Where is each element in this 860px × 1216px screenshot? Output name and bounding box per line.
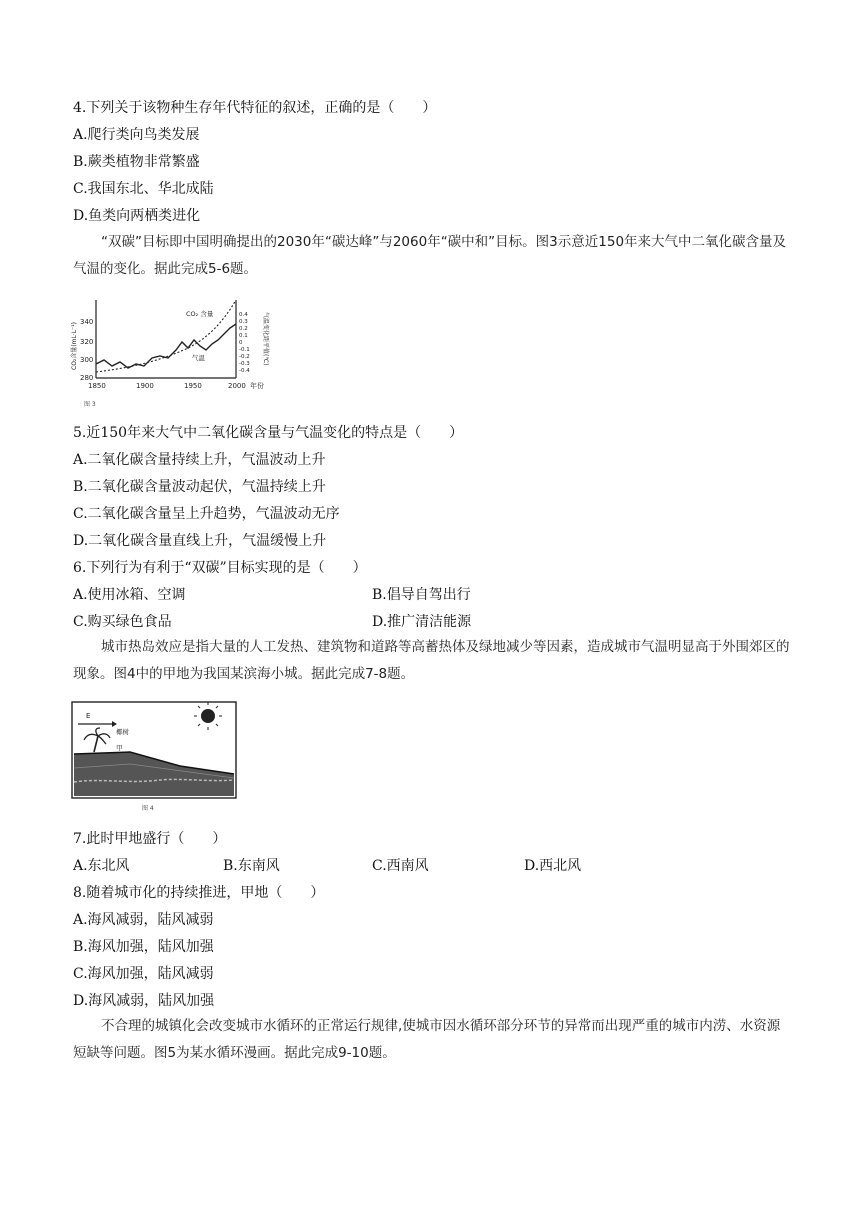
y-right-tick-7: -0.2 <box>239 354 250 360</box>
co2-series-label: CO₂ 含量 <box>186 310 214 318</box>
figure-3 <box>68 292 278 414</box>
y-right-tick-2: 0.3 <box>239 319 248 325</box>
passage-double-carbon: “双碳”目标即中国明确提出的2030年“碳达峰”与2060年“碳中和”目标。图3示意近150年来大气中二氧化碳含量及气温的变化。据此完成5-6题。 <box>73 234 787 277</box>
question-6-option-d[interactable]: D.推广清洁能源 <box>372 614 472 630</box>
question-5-option-c[interactable]: C.二氧化碳含量呈上升趋势，气温波动无序 <box>73 506 340 522</box>
y-left-tick-320: 320 <box>80 338 94 346</box>
question-8-option-a[interactable]: A.海风减弱，陆风减弱 <box>73 912 214 928</box>
question-7-stem: 7.此时甲地盛行（ ） <box>73 831 227 847</box>
x-tick-1850: 1850 <box>88 382 106 390</box>
y-right-axis-label: 气温变化距平值(℃) <box>262 312 269 366</box>
question-7-option-a[interactable]: A.东北风 <box>73 858 130 874</box>
temperature-series-label: 气温 <box>192 354 205 362</box>
question-5-stem: 5.近150年来大气中二氧化碳含量与气温变化的特点是（ ） <box>73 425 464 441</box>
question-8-option-d[interactable]: D.海风减弱，陆风加强 <box>73 993 215 1009</box>
palm-tree-label: 椰树 <box>116 728 129 736</box>
x-tick-2000: 2000 <box>228 382 246 390</box>
question-7-option-c[interactable]: C.西南风 <box>372 858 429 874</box>
question-6-stem: 6.下列行为有利于“双碳”目标实现的是（ ） <box>73 560 367 576</box>
question-8-option-c[interactable]: C.海风加强，陆风减弱 <box>73 966 214 982</box>
x-tick-1900: 1900 <box>136 382 154 390</box>
y-right-tick-9: -0.4 <box>239 368 250 374</box>
question-5-option-b[interactable]: B.二氧化碳含量波动起伏，气温持续上升 <box>73 479 326 495</box>
passage-heat-island: 城市热岛效应是指大量的人工发热、建筑物和道路等高蓄热体及绿地减少等因素，造成城市气温明显高于外围郊区的现象。图4中的甲地为我国某滨海小城。据此完成7-8题。 <box>73 639 790 682</box>
y-left-tick-280: 280 <box>80 374 94 382</box>
place-jia-label: 甲 <box>116 744 123 752</box>
question-7-option-d[interactable]: D.西北风 <box>524 858 582 874</box>
x-axis-unit: 年份 <box>250 382 264 390</box>
passage-urbanization-water: 不合理的城镇化会改变城市水循环的正常运行规律,使城市因水循环部分环节的异常而出现严重的城市内涝、水资源短缺等问题。图5为某水循环漫画。据此完成9-10题。 <box>73 1018 781 1061</box>
question-4-option-d[interactable]: D.鱼类向两栖类进化 <box>73 208 201 224</box>
y-left-tick-340: 340 <box>80 318 94 326</box>
y-right-tick-5: 0 <box>239 340 243 346</box>
y-right-tick-1: 0.4 <box>239 312 248 318</box>
y-left-axis-label: CO₂含量(mL·L⁻¹) <box>71 321 78 370</box>
question-4-option-a[interactable]: A.爬行类向鸟类发展 <box>73 127 200 143</box>
figure-4 <box>70 698 240 818</box>
x-tick-1950: 1950 <box>184 382 202 390</box>
question-5-option-d[interactable]: D.二氧化碳含量直线上升，气温缓慢上升 <box>73 533 327 549</box>
question-6-option-b[interactable]: B.倡导自驾出行 <box>372 587 471 603</box>
y-left-tick-300: 300 <box>80 356 94 364</box>
y-right-tick-8: -0.3 <box>239 361 250 367</box>
question-4-stem: 4.下列关于该物种生存年代特征的叙述，正确的是（ ） <box>73 100 437 116</box>
wind-arrow-label: E <box>86 712 91 720</box>
question-4-option-c[interactable]: C.我国东北、华北成陆 <box>73 181 214 197</box>
question-8-option-b[interactable]: B.海风加强，陆风加强 <box>73 939 214 955</box>
question-6-option-a[interactable]: A.使用冰箱、空调 <box>73 587 186 603</box>
question-8-stem: 8.随着城市化的持续推进，甲地（ ） <box>73 885 325 901</box>
y-right-tick-6: -0.1 <box>239 347 250 353</box>
question-7-option-b[interactable]: B.东南风 <box>223 858 280 874</box>
question-5-option-a[interactable]: A.二氧化碳含量持续上升，气温波动上升 <box>73 452 326 468</box>
figure-3-caption: 图 3 <box>84 401 96 408</box>
figure-4-caption: 图 4 <box>142 805 154 812</box>
question-4-option-b[interactable]: B.蕨类植物非常繁盛 <box>73 154 200 170</box>
question-6-option-c[interactable]: C.购买绿色食品 <box>73 614 172 630</box>
y-right-tick-3: 0.2 <box>239 326 248 332</box>
y-right-tick-4: 0.1 <box>239 333 248 339</box>
